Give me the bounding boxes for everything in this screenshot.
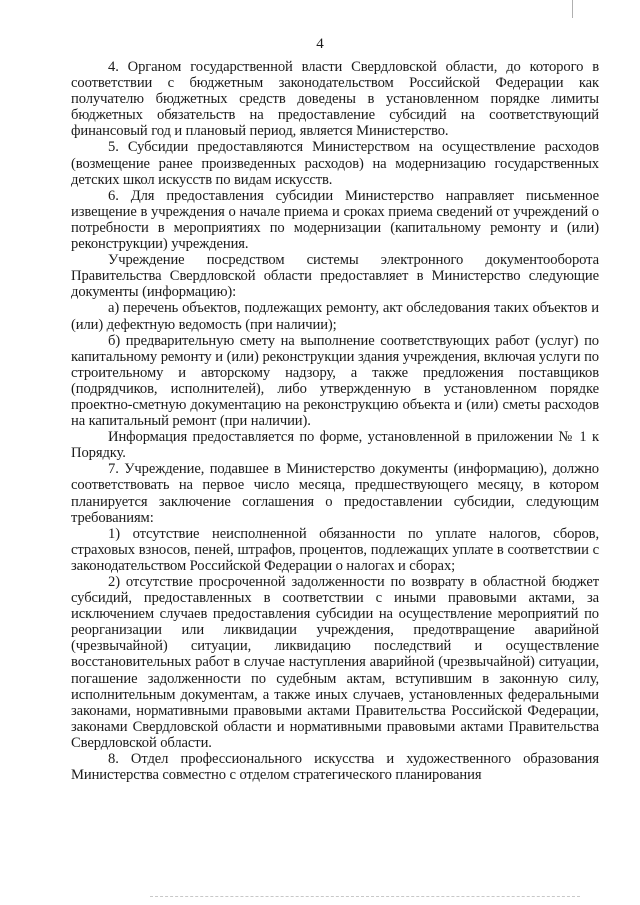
scan-margin-mark	[572, 0, 573, 18]
paragraph-form-reference: Информация предоставляется по форме, установленной в приложении № 1 к Порядку.	[71, 429, 599, 462]
paragraph-subitem-b: б) предварительную смету на выполнение соответствующих работ (услуг) по капитальному ремонту и (или) реконструкции здания учреждения, включая услуги по строительному и авторскому надзору, а также предложения поставщиков (подрядчиков, исполнителей), либо утвержденную в установленном порядке проектно-сметную документацию на реконструкцию объекта и (или) сметы расходов на капитальный ремонт (при наличии).	[71, 332, 599, 430]
paragraph-requirement-2: 2) отсутствие просроченной задолженности по возврату в областной бюджет субсидий, предоставленных в соответствии с иными правовыми актами, за исключением случаев предоставления субсидии на осуществление мероприятий по реорганизации или ликвидации учреждения, предотвращение аварийной (чрезвычайной) ситуации, ликвидацию последствий и осуществление восстановительных работ в случае наступления аварийной (чрезвычайной) ситуации, погашение задолженности по судебным актам, вступившим в законную силу, исполнительным документам, а также иных случаев, установленных федеральными законами, нормативными правовыми актами Правительства Российской Федерации, законами Свердловской области и нормативными правовыми актами Правительства Свердловской области.	[71, 574, 599, 751]
paragraph-item-6: 6. Для предоставления субсидии Министерство направляет письменное извещение в учреждения о начале приема и сроках приема сведений от учреждений о потребности в мероприятиях по модернизации (капитальному ремонту и (или) реконструкции) учреждения.	[71, 187, 599, 253]
document-body	[71, 59, 599, 783]
paragraph-item-4: 4. Органом государственной власти Свердловской области, до которого в соответствии с бюджетным законодательством Российской Федерации как получателю бюджетных средств доведены в установленном порядке лимиты бюджетных обязательств на предоставление субсидий на соответствующий финансовый год и плановый период, является Министерство.	[71, 59, 599, 140]
paragraph-requirement-1: 1) отсутствие неисполненной обязанности по уплате налогов, сборов, страховых взносов, пеней, штрафов, процентов, подлежащих уплате в соответствии с законодательством Российской Федерации о налогах и сборах;	[71, 525, 599, 574]
paragraph-item-8: 8. Отдел профессионального искусства и художественного образования Министерства совместно с отделом стратегического планирования	[71, 751, 599, 784]
paragraph-item-5: 5. Субсидии предоставляются Министерством на осуществление расходов (возмещение ранее произведенных расходов) на модернизацию государственных детских школ искусств по видам искусств.	[71, 139, 599, 188]
paragraph-edms-documents: Учреждение посредством системы электронного документооборота Правительства Свердловской области предоставляет в Министерство следующие документы (информацию):	[71, 252, 599, 301]
paragraph-item-7: 7. Учреждение, подавшее в Министерство документы (информацию), должно соответствовать на первое число месяца, предшествующего месяцу, в котором планируется заключение соглашения о предоставлении субсидии, следующим требованиям:	[71, 461, 599, 526]
paragraph-subitem-a: а) перечень объектов, подлежащих ремонту, акт обследования таких объектов и (или) дефектную ведомость (при наличии);	[71, 300, 599, 333]
scan-bottom-edge	[150, 895, 580, 897]
page-number: 4	[316, 36, 324, 52]
